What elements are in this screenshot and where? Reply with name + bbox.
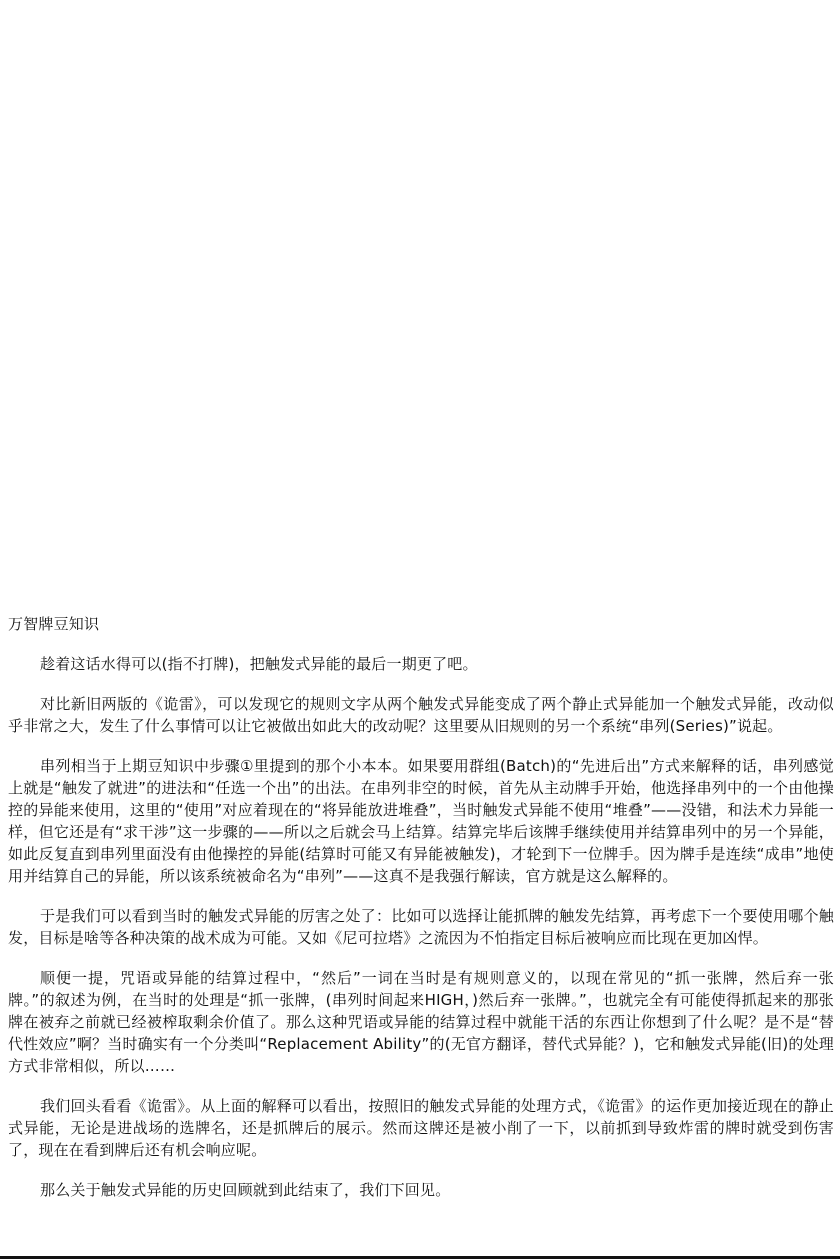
article-body: [8, 613, 834, 1201]
paragraph-series-explanation: 串列相当于上期豆知识中步骤①里提到的那个小本本。如果要用群组(Batch)的“先进后出”方式来解释的话，串列感觉上就是“触发了就进”的进法和“任选一个出”的出法。在串列非空的时候，首先从主动牌手开始，他选择串列中的一个由他操控的异能来使用，这里的“使用”对应着现在的“将异能放进堆叠”，当时触发式异能不使用“堆叠”——没错，和法术力异能一样，但它还是有“求干涉”这一步骤的——所以之后就会马上结算。结算完毕后该牌手继续使用并结算串列中的另一个异能，如此反复直到串列里面没有由他操控的异能(结算时可能又有异能被触发)，才轮到下一位牌手。因为牌手是连续“成串”地使用并结算自己的异能，所以该系统被命名为“串列”——这真不是我强行解读，官方就是这么解释的。: [8, 757, 834, 885]
article-heading: 万智牌豆知识: [8, 615, 100, 633]
paragraph-comparison: 对比新旧两版的《诡雷》，可以发现它的规则文字从两个触发式异能变成了两个静止式异能加一个触发式异能，改动似乎非常之大，发生了什么事情可以让它被做出如此大的改动呢？这里要从旧规则的另一个系统“串列(Series)”说起。: [8, 695, 834, 735]
paragraph-booby-trap-review: 我们回头看看《诡雷》。从上面的解释可以看出，按照旧的触发式异能的处理方式，《诡雷》的运作更加接近现在的静止式异能，无论是进战场的选牌名，还是抓牌后的展示。然而这牌还是被小削了一下，以前抓到导致炸雷的牌时就受到伤害了，现在在看到牌后还有机会响应呢。: [8, 1097, 834, 1159]
paragraph-closing: 那么关于触发式异能的历史回顾就到此结束了，我们下回见。: [40, 1181, 451, 1199]
paragraph-trigger-power: 于是我们可以看到当时的触发式异能的厉害之处了：比如可以选择让能抓牌的触发先结算，再考虑下一个要使用哪个触发，目标是啥等各种决策的战术成为可能。又如《尼可拉塔》之流因为不怕指定目标后被响应而比现在更加凶悍。: [8, 907, 834, 947]
paragraph-intro: 趁着这话水得可以(指不打牌)，把触发式异能的最后一期更了吧。: [40, 655, 478, 673]
bottom-divider: [0, 1256, 840, 1259]
paragraph-then-rule: 顺便一提，咒语或异能的结算过程中，“然后”一词在当时是有规则意义的，以现在常见的“抓一张牌，然后弃一张牌。”的叙述为例，在当时的处理是“抓一张牌，(串列时间起来HIGH，)然后弃一张牌。”，也就完全有可能使得抓起来的那张牌在被弃之前就已经被榨取剩余价值了。那么这种咒语或异能的结算过程中就能干活的东西让你想到了什么呢？是不是“替代性效应”啊？当时确实有一个分类叫“Replacement Ability”的(无官方翻译，替代式异能？)，它和触发式异能(旧)的处理方式非常相似，所以……: [8, 969, 834, 1075]
